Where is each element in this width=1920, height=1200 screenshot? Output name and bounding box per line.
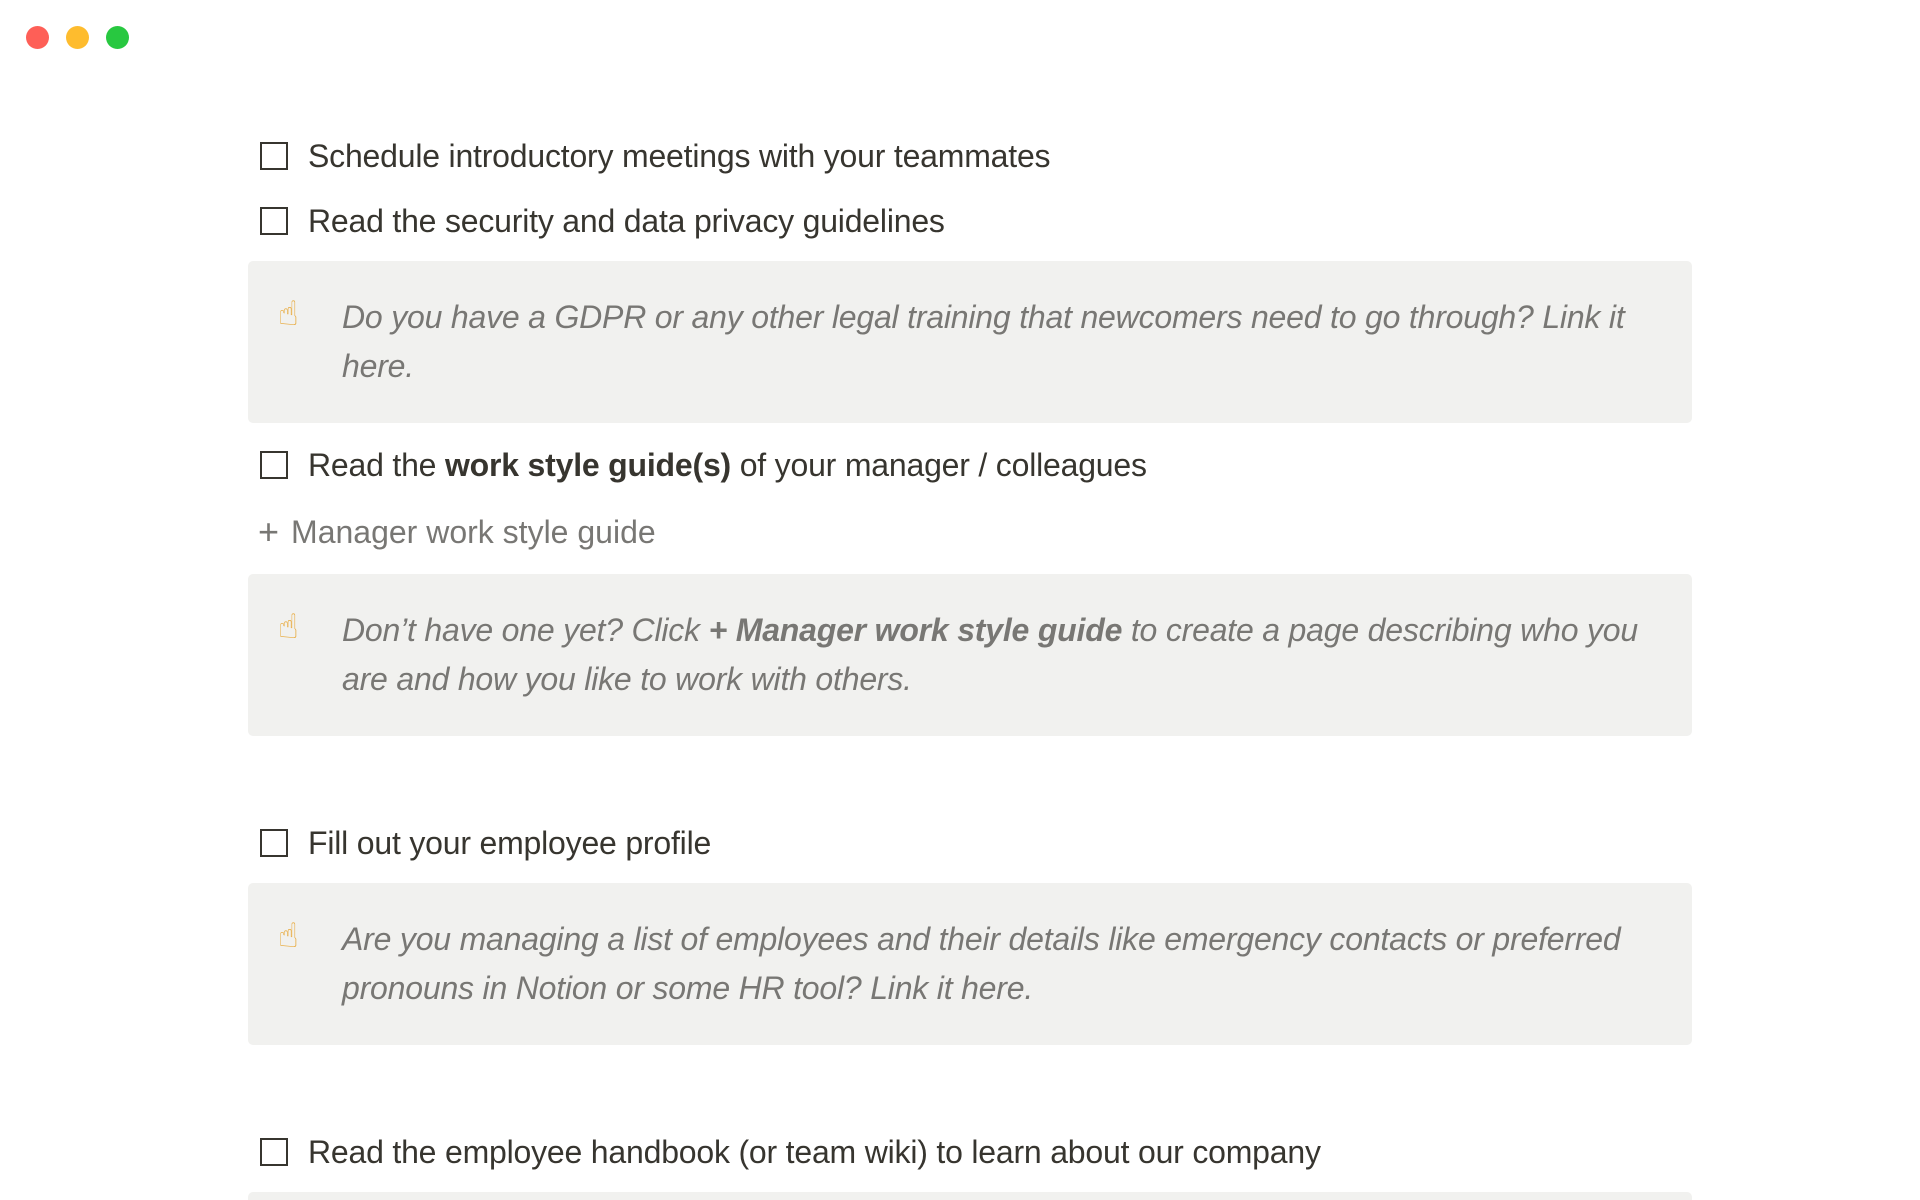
todo-checkbox[interactable]	[260, 1138, 288, 1166]
todo-checkbox[interactable]	[260, 451, 288, 479]
todo-item[interactable]	[260, 201, 945, 241]
todo-label: Fill out your employee profile	[308, 824, 712, 861]
close-window-button[interactable]	[26, 26, 49, 49]
todo-checkbox[interactable]	[260, 207, 288, 235]
add-manager-work-style-guide-button[interactable]	[258, 512, 656, 552]
callout-block[interactable]	[248, 574, 1692, 736]
todo-checkbox[interactable]	[260, 142, 288, 170]
plus-icon: +	[258, 511, 280, 552]
minimize-window-button[interactable]	[66, 26, 89, 49]
window-controls	[26, 26, 129, 49]
add-page-label: Manager work style guide	[291, 513, 656, 550]
callout-block[interactable]	[248, 261, 1692, 423]
pointing-up-icon: ☝	[278, 607, 299, 647]
callout-text: Do you have a GDPR or any other legal training that newcomers need to go through? Link it here.	[342, 299, 1625, 384]
todo-checkbox[interactable]	[260, 829, 288, 857]
todo-item[interactable]	[260, 1132, 1321, 1172]
pointing-up-icon: ☝	[278, 294, 299, 334]
todo-label: Schedule introductory meetings with your teammates	[308, 137, 1051, 174]
callout-block[interactable]	[248, 883, 1692, 1045]
todo-label-bold: work style guide(s)	[444, 446, 732, 483]
callout-block-partial	[248, 1192, 1692, 1200]
todo-item[interactable]	[260, 445, 1147, 485]
todo-label: Read the work style guide(s) of your manager / colleagues	[308, 446, 1147, 483]
maximize-window-button[interactable]	[106, 26, 129, 49]
callout-text: Are you managing a list of employees and their details like emergency contacts or preferred pronouns in Notion or some HR tool? Link it here.	[342, 921, 1621, 1006]
callout-text: Don’t have one yet? Click + Manager work style guide to create a page describing who you are and how you like to work with others.	[342, 612, 1638, 697]
todo-label: Read the security and data privacy guidelines	[308, 202, 945, 239]
callout-bold-text: + Manager work style guide	[708, 612, 1123, 648]
todo-item[interactable]	[260, 823, 711, 863]
pointing-up-icon: ☝	[278, 916, 299, 956]
todo-item[interactable]	[260, 136, 1050, 176]
todo-label: Read the employee handbook (or team wiki) to learn about our company	[308, 1133, 1321, 1170]
